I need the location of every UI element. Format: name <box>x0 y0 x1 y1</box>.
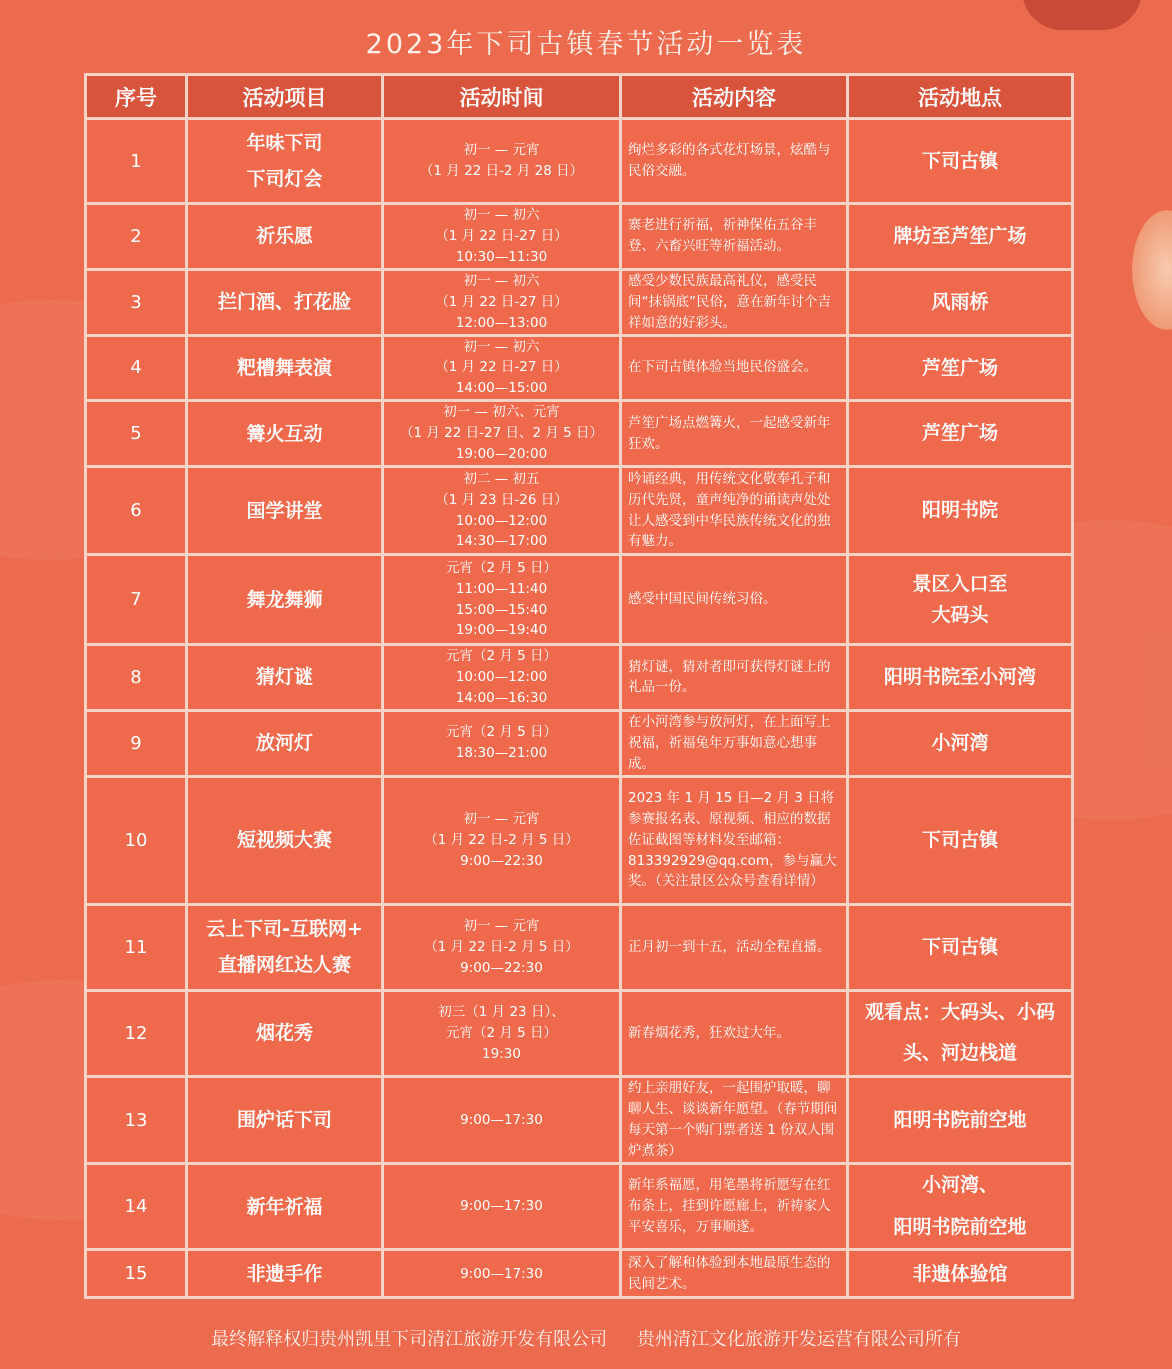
header-no: 序号 <box>86 75 187 119</box>
item-line: 短视频大赛 <box>236 829 332 852</box>
cell-content: 约上亲朋好友，一起围炉取暖，聊聊人生、谈谈新年愿望。（春节期间每天第一个购门票者送 1 份双人围炉煮茶） <box>621 1077 848 1164</box>
time-line: 初三（1 月 23 日）、 <box>438 1004 565 1020</box>
location-line: 阳明书院前空地 <box>893 1108 1027 1131</box>
time-line: 19:30 <box>482 1045 521 1062</box>
cell-item <box>187 904 383 990</box>
time-line: 10:30—11:30 <box>455 248 548 265</box>
table-row <box>86 904 1073 990</box>
cell-time <box>383 119 621 204</box>
time-line: 元宵（2 月 5 日） <box>445 648 558 665</box>
cell-item <box>187 1250 383 1298</box>
cell-content: 吟诵经典，用传统文化敬奉孔子和历代先贤，童声纯净的诵读声处处让人感受到中华民族传统文化的独有魅力。 <box>621 467 848 555</box>
item-line: 猜灯谜 <box>255 666 313 689</box>
time-line: （1 月 22 日-27 日） <box>435 293 568 310</box>
location-line: 下司古镇 <box>921 935 998 958</box>
cell-time <box>383 335 621 401</box>
item-line: 下司灯会 <box>246 168 323 190</box>
cell-content: 在小河湾参与放河灯，在上面写上祝福，祈福兔年万事如意心想事成。 <box>621 710 848 776</box>
cell-time <box>383 1077 621 1164</box>
table-row <box>86 710 1073 776</box>
cell-item <box>187 990 383 1077</box>
cell-no: 12 <box>86 990 187 1077</box>
cell-location <box>848 467 1073 555</box>
time-line: 9:00—17:30 <box>460 1265 543 1282</box>
time-line: 19:00—19:40 <box>455 622 548 639</box>
footer <box>0 1325 1172 1351</box>
time-line: 14:30—17:00 <box>455 533 548 550</box>
cell-time <box>383 990 621 1077</box>
time-line: 9:00—17:30 <box>460 1111 543 1128</box>
cell-time <box>383 1250 621 1298</box>
cell-item <box>187 710 383 776</box>
location-line: 小河湾、 <box>921 1173 998 1196</box>
time-line: 初一 — 初六 <box>463 207 540 223</box>
cell-no: 5 <box>86 401 187 467</box>
location-line: 阳明书院 <box>921 499 998 522</box>
table-row <box>86 1077 1073 1164</box>
cell-content: 新春烟花秀，狂欢过大年。 <box>621 990 848 1077</box>
cell-time <box>383 1163 621 1250</box>
cell-no: 9 <box>86 710 187 776</box>
location-line: 风雨桥 <box>931 290 989 313</box>
time-line: （1 月 22 日-27 日） <box>435 359 568 376</box>
table-row <box>86 555 1073 645</box>
table-row <box>86 990 1073 1077</box>
cell-time <box>383 269 621 335</box>
table-row <box>86 204 1073 270</box>
time-line: 14:00—15:00 <box>455 380 548 397</box>
cell-content: 正月初一到十五，活动全程直播。 <box>621 904 848 990</box>
cell-item <box>187 555 383 645</box>
item-line: 祈乐愿 <box>255 225 313 248</box>
location-line: 芦笙广场 <box>921 356 998 379</box>
cell-content: 绚烂多彩的各式花灯场景，炫酷与民俗交融。 <box>621 119 848 204</box>
cell-item <box>187 269 383 335</box>
item-line: 舞龙舞狮 <box>246 588 323 611</box>
cell-location <box>848 990 1073 1077</box>
cell-content: 在下司古镇体验当地民俗盛会。 <box>621 335 848 401</box>
time-line: 14:00—16:30 <box>455 689 548 706</box>
table-row <box>86 776 1073 904</box>
cell-no: 3 <box>86 269 187 335</box>
cell-time <box>383 204 621 270</box>
item-line: 直播网红达人赛 <box>217 954 351 977</box>
header-time: 活动时间 <box>383 75 621 119</box>
time-line: （1 月 22 日-27 日、2 月 5 日） <box>399 425 604 442</box>
cell-location <box>848 710 1073 776</box>
time-line: 10:00—12:00 <box>455 668 548 685</box>
table-row <box>86 645 1073 711</box>
item-line: 烟花秀 <box>255 1022 313 1045</box>
cell-location <box>848 335 1073 401</box>
cell-location <box>848 119 1073 204</box>
time-line: 初一 — 初六、元宵 <box>443 404 560 421</box>
location-line: 大码头 <box>931 603 989 626</box>
location-line: 芦笙广场 <box>921 422 998 445</box>
cell-location <box>848 204 1073 270</box>
time-line: 元宵（2 月 5 日） <box>445 1024 558 1041</box>
cell-no: 14 <box>86 1163 187 1250</box>
cell-content: 寨老进行祈福，祈神保佑五谷丰登、六畜兴旺等祈福活动。 <box>621 204 848 270</box>
header-location: 活动地点 <box>848 75 1073 119</box>
cell-no: 1 <box>86 119 187 204</box>
time-line: 初一 — 元宵 <box>463 917 540 934</box>
item-line: 国学讲堂 <box>246 499 323 522</box>
cell-content: 新年系福愿，用笔墨将祈愿写在红布条上，挂到许愿廊上，祈祷家人平安喜乐，万事顺遂。 <box>621 1163 848 1250</box>
location-line: 非遗体验馆 <box>912 1262 1008 1285</box>
table-row <box>86 1250 1073 1298</box>
item-line: 年味下司 <box>246 131 323 154</box>
cell-item <box>187 776 383 904</box>
cell-no: 10 <box>86 776 187 904</box>
activity-table <box>84 73 1074 1299</box>
item-line: 放河灯 <box>255 732 313 755</box>
cell-no: 6 <box>86 467 187 555</box>
cell-location <box>848 555 1073 645</box>
cell-no: 8 <box>86 645 187 711</box>
cell-no: 11 <box>86 904 187 990</box>
time-line: （1 月 22 日-27 日） <box>435 227 568 244</box>
header-item: 活动项目 <box>187 75 383 119</box>
time-line: 初一 — 元宵 <box>463 810 540 827</box>
cell-time <box>383 401 621 467</box>
time-line: （1 月 23 日-26 日） <box>435 491 568 508</box>
location-line: 阳明书院至小河湾 <box>883 666 1036 689</box>
cell-location <box>848 269 1073 335</box>
item-line: 粑槽舞表演 <box>236 356 332 379</box>
location-line: 牌坊至芦笙广场 <box>893 225 1027 248</box>
cell-item <box>187 119 383 204</box>
cell-item <box>187 204 383 270</box>
location-line: 小河湾 <box>931 732 989 755</box>
time-line: 11:00—11:40 <box>455 580 548 597</box>
time-line: 9:00—17:30 <box>460 1198 543 1215</box>
cell-no: 4 <box>86 335 187 401</box>
table-row <box>86 1163 1073 1250</box>
cell-content: 感受中国民间传统习俗。 <box>621 555 848 645</box>
cell-time <box>383 555 621 645</box>
cell-content: 芦笙广场点燃篝火，一起感受新年狂欢。 <box>621 401 848 467</box>
time-line: 12:00—13:00 <box>455 314 548 331</box>
time-line: 18:30—21:00 <box>455 745 548 762</box>
time-line: 初二 — 初五 <box>463 470 540 487</box>
cell-location <box>848 776 1073 904</box>
item-line: 非遗手作 <box>246 1262 323 1285</box>
time-line: （1 月 22 日-2 月 5 日） <box>424 938 579 955</box>
cell-content: 2023 年 1 月 15 日—2 月 3 日将参赛报名表、原视频、相应的数据佐证截图等材料发至邮箱：813392929@qq.com，参与赢大奖。（关注景区公众号查看详情） <box>621 776 848 904</box>
item-line: 围炉话下司 <box>236 1108 332 1131</box>
cell-content: 猜灯谜，猜对者即可获得灯谜上的礼品一份。 <box>621 645 848 711</box>
table-row <box>86 335 1073 401</box>
cell-location <box>848 401 1073 467</box>
location-line: 下司古镇 <box>921 828 998 851</box>
time-line: 元宵（2 月 5 日） <box>445 724 558 741</box>
table-header-row <box>86 75 1073 119</box>
cell-no: 7 <box>86 555 187 645</box>
time-line: 元宵（2 月 5 日） <box>445 559 558 576</box>
table-row <box>86 467 1073 555</box>
cell-location <box>848 1250 1073 1298</box>
location-line: 景区入口至 <box>912 573 1008 596</box>
table-row <box>86 269 1073 335</box>
cell-location <box>848 1163 1073 1250</box>
cell-item <box>187 645 383 711</box>
time-line: 10:00—12:00 <box>455 512 548 529</box>
location-line: 阳明书院前空地 <box>893 1215 1027 1238</box>
cell-time <box>383 645 621 711</box>
time-line: 9:00—22:30 <box>460 852 543 869</box>
item-line: 篝火互动 <box>246 422 323 445</box>
cell-item <box>187 335 383 401</box>
lantern-icon <box>1132 210 1172 330</box>
cell-item <box>187 1163 383 1250</box>
footer-left: 最终解释权归贵州凯里下司清江旅游开发有限公司 <box>211 1329 608 1350</box>
location-line: 下司古镇 <box>921 149 998 172</box>
table-row <box>86 401 1073 467</box>
cell-time <box>383 904 621 990</box>
cell-location <box>848 1077 1073 1164</box>
time-line: 初一 — 初六 <box>463 338 540 355</box>
time-line: 9:00—22:30 <box>460 959 543 976</box>
cell-location <box>848 904 1073 990</box>
location-line: 观看点：大码头、小码 <box>864 1000 1055 1023</box>
cell-time <box>383 467 621 555</box>
time-line: 初一 — 元宵 <box>463 142 540 159</box>
cell-no: 15 <box>86 1250 187 1298</box>
item-line: 拦门酒、打花脸 <box>217 291 351 314</box>
item-line: 新年祈福 <box>246 1195 323 1218</box>
cell-content: 感受少数民族最高礼仪，感受民间“抹锅底”民俗，意在新年讨个吉祥如意的好彩头。 <box>621 269 848 335</box>
cell-no: 13 <box>86 1077 187 1164</box>
cell-item <box>187 1077 383 1164</box>
cell-content: 深入了解和体验到本地最原生态的民间艺术。 <box>621 1250 848 1298</box>
footer-right: 贵州清江文化旅游开发运营有限公司所有 <box>636 1329 961 1350</box>
item-line: 云上下司-互联网+ <box>206 918 363 940</box>
time-line: （1 月 22 日-2 月 5 日） <box>424 831 579 848</box>
page-title: 2023年下司古镇春节活动一览表 <box>365 29 807 60</box>
table-row <box>86 119 1073 204</box>
time-line: 19:00—20:00 <box>455 446 548 463</box>
cell-time <box>383 710 621 776</box>
cell-time <box>383 776 621 904</box>
header-content: 活动内容 <box>621 75 848 119</box>
cell-no: 2 <box>86 204 187 270</box>
time-line: 初一 — 初六 <box>463 272 540 289</box>
time-line: （1 月 22 日-2 月 28 日） <box>419 163 584 179</box>
location-line: 头、河边栈道 <box>902 1042 1017 1065</box>
cell-item <box>187 401 383 467</box>
time-line: 15:00—15:40 <box>455 601 548 618</box>
cell-item <box>187 467 383 555</box>
cell-location <box>848 645 1073 711</box>
